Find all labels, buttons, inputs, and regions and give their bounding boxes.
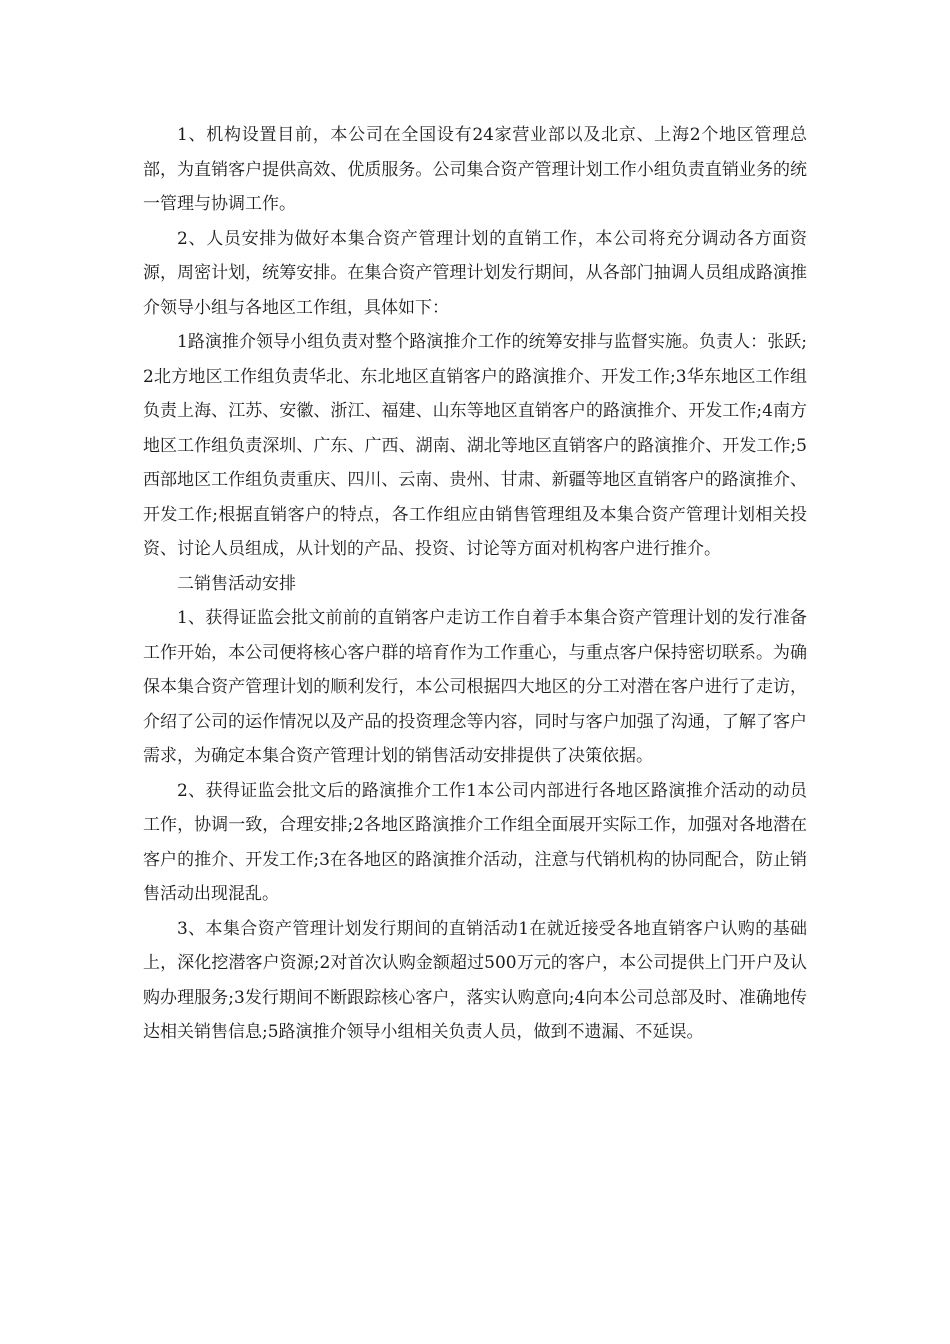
paragraph-pre-approval-visits: 1、获得证监会批文前前的直销客户走访工作自着手本集合资产管理计划的发行准备工作开始，本公司便将核心客户群的培育作为工作重心，与重点客户保持密切联系。为确保本集合资产管理计划的顺利发行，本公司根据四大地区的分工对潜在客户进行了走访，介绍了公司的运作情况以及产品的投资理念等内容，同时与客户加强了沟通，了解了客户需求，为确定本集合资产管理计划的销售活动安排提供了决策依据。 <box>143 608 807 766</box>
paragraph-work-groups: 1路演推介领导小组负责对整个路演推介工作的统筹安排与监督实施。负责人：张跃;2北方地区工作组负责华北、东北地区直销客户的路演推介、开发工作;3华东地区工作组负责上海、江苏、安徽、浙江、福建、山东等地区直销客户的路演推介、开发工作;4南方地区工作组负责深圳、广东、广西、湖南、湖北等地区直销客户的路演推介、开发工作;5西部地区工作组负责重庆、四川、云南、贵州、甘肃、新疆等地区直销客户的路演推介、开发工作;根据直销客户的特点，各工作组应由销售管理组及本集合资产管理计划相关投资、讨论人员组成，从计划的产品、投资、讨论等方面对机构客户进行推介。 <box>143 332 807 559</box>
paragraph-issuance-direct-sales: 3、本集合资产管理计划发行期间的直销活动1在就近接受各地直销客户认购的基础上，深化挖潜客户资源;2对首次认购金额超过500万元的客户，本公司提供上门开户及认购办理服务;3发行期间不断跟踪核心客户，落实认购意向;4向本公司总部及时、准确地传达相关销售信息;5路演推介领导小组相关负责人员，做到不遗漏、不延误。 <box>143 918 807 1042</box>
paragraph-org-setup: 1、机构设置目前，本公司在全国设有24家营业部以及北京、上海2个地区管理总部，为直销客户提供高效、优质服务。公司集合资产管理计划工作小组负责直销业务的统一管理与协调工作。 <box>143 125 807 214</box>
section-heading-sales-activities: 二销售活动安排 <box>177 573 296 594</box>
paragraph-post-approval-roadshow: 2、获得证监会批文后的路演推介工作1本公司内部进行各地区路演推介活动的动员工作，协调一致，合理安排;2各地区路演推介工作组全面展开实际工作，加强对各地潜在客户的推介、开发工作;3在各地区的路演推介活动，注意与代销机构的协同配合，防止销售活动出现混乱。 <box>143 780 807 904</box>
paragraph-staffing: 2、人员安排为做好本集合资产管理计划的直销工作，本公司将充分调动各方面资源，周密计划，统筹安排。在集合资产管理计划发行期间，从各部门抽调人员组成路演推介领导小组与各地区工作组，具体如下： <box>143 228 807 318</box>
document-body <box>143 118 807 1050</box>
